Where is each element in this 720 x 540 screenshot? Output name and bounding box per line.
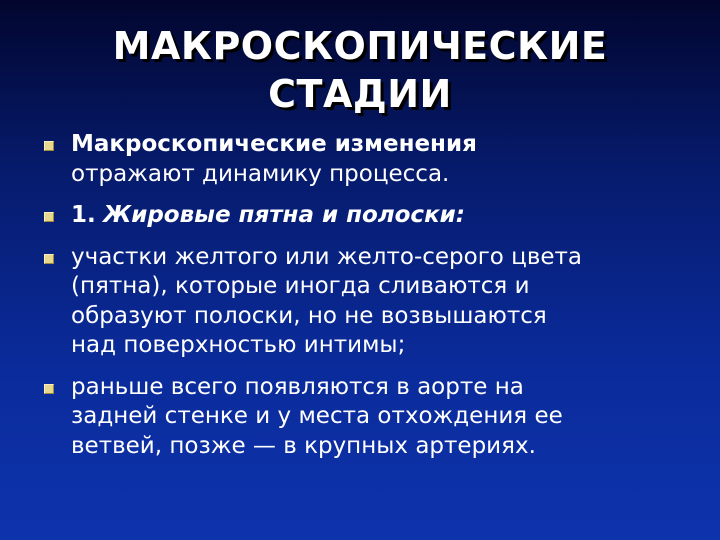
bullet-1-bold-text: Макроскопические изменения (71, 131, 477, 157)
square-bullet-icon (44, 141, 54, 151)
bullet-4-line-1: раньше всего появляются в аорте на (71, 373, 524, 400)
bullet-item-1 (44, 130, 684, 189)
slide-title-line-1: МАКРОСКОПИЧЕСКИЕ (112, 24, 608, 68)
bullet-1-text: отражают динамику процесса. (71, 160, 450, 187)
bullet-3-line-2: (пятна), которые иногда сливаются и (71, 273, 530, 299)
bullet-4-line-3: ветвей, позже — в крупных артериях. (71, 432, 536, 459)
bullet-4-line-2: задней стенке и у места отхождения ее (71, 403, 563, 429)
bullet-2-number: 1. (71, 202, 96, 228)
square-bullet-icon (44, 384, 54, 394)
square-bullet-icon (44, 254, 54, 264)
bullet-2-emphasis: Жировые пятна и полоски: (103, 202, 465, 228)
bullet-item-2 (44, 201, 684, 231)
slide-title-line-2: СТАДИИ (268, 72, 452, 116)
bullet-3-line-3: образуют полоски, но не возвышаются (71, 302, 547, 329)
bullet-3-line-4: над поверхностью интимы; (71, 332, 406, 358)
slide-title (0, 22, 720, 118)
bullet-item-4 (44, 373, 684, 462)
bullet-list (44, 130, 684, 473)
bullet-3-line-1: участки желтого или желто-серого цвета (71, 243, 583, 270)
square-bullet-icon (44, 212, 54, 222)
bullet-item-3 (44, 243, 684, 361)
